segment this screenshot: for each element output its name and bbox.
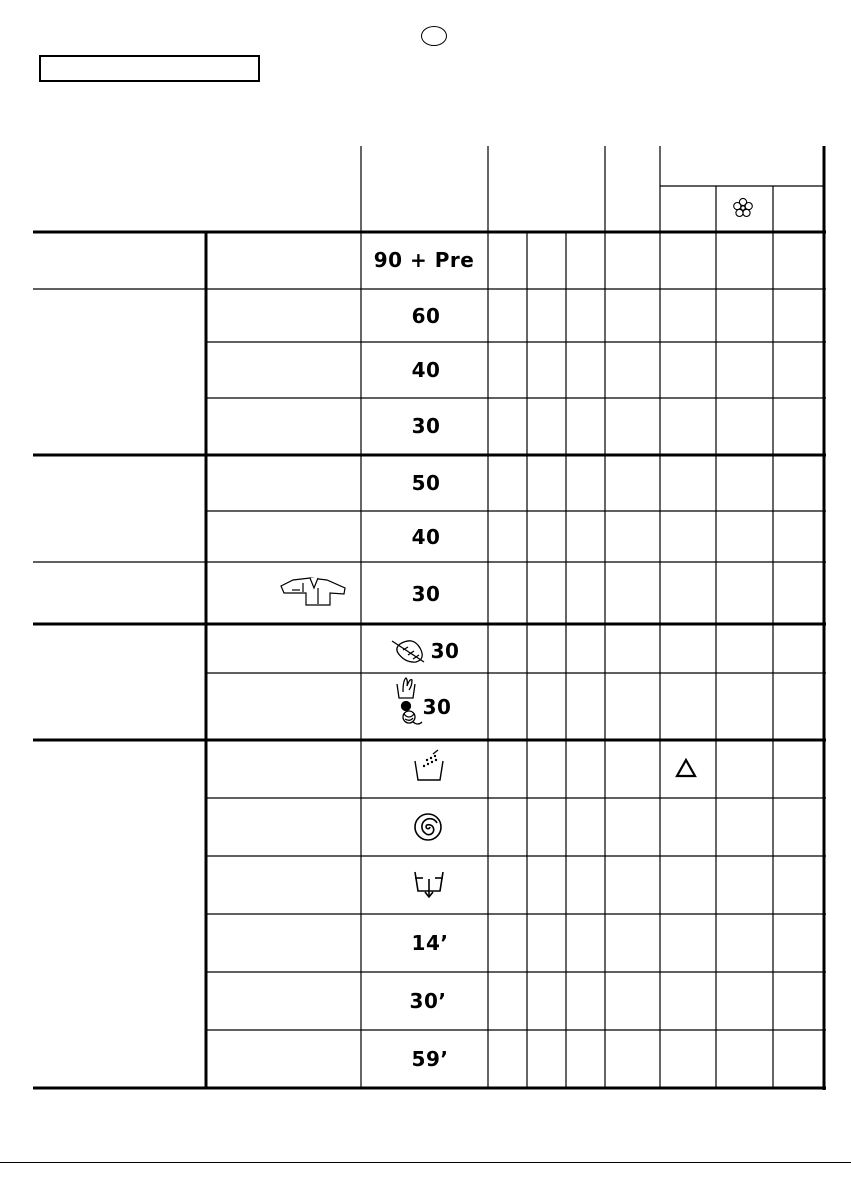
program-label: 60 — [411, 304, 441, 328]
program-label: 90 + Pre — [373, 248, 475, 272]
flower-icon — [734, 198, 753, 216]
shirt-icon — [281, 578, 345, 605]
program-label: 14’ — [411, 931, 449, 955]
program-label: 30 — [430, 639, 460, 663]
program-label: 50 — [411, 471, 441, 495]
triangle-icon — [677, 760, 695, 776]
program-label: 40 — [411, 358, 441, 382]
program-label: 30 — [411, 414, 441, 438]
program-label: 30 — [411, 582, 441, 606]
feather-icon — [392, 641, 424, 662]
drain-icon — [415, 872, 443, 897]
program-label: 30’ — [409, 989, 447, 1013]
program-label: 40 — [411, 525, 441, 549]
handwash-wool-icon — [397, 678, 422, 724]
program-label: 59’ — [411, 1047, 449, 1071]
rinse-icon — [415, 750, 443, 780]
program-label: 30 — [422, 695, 452, 719]
spin-icon — [415, 814, 441, 840]
page-bottom-rule — [0, 1162, 851, 1163]
